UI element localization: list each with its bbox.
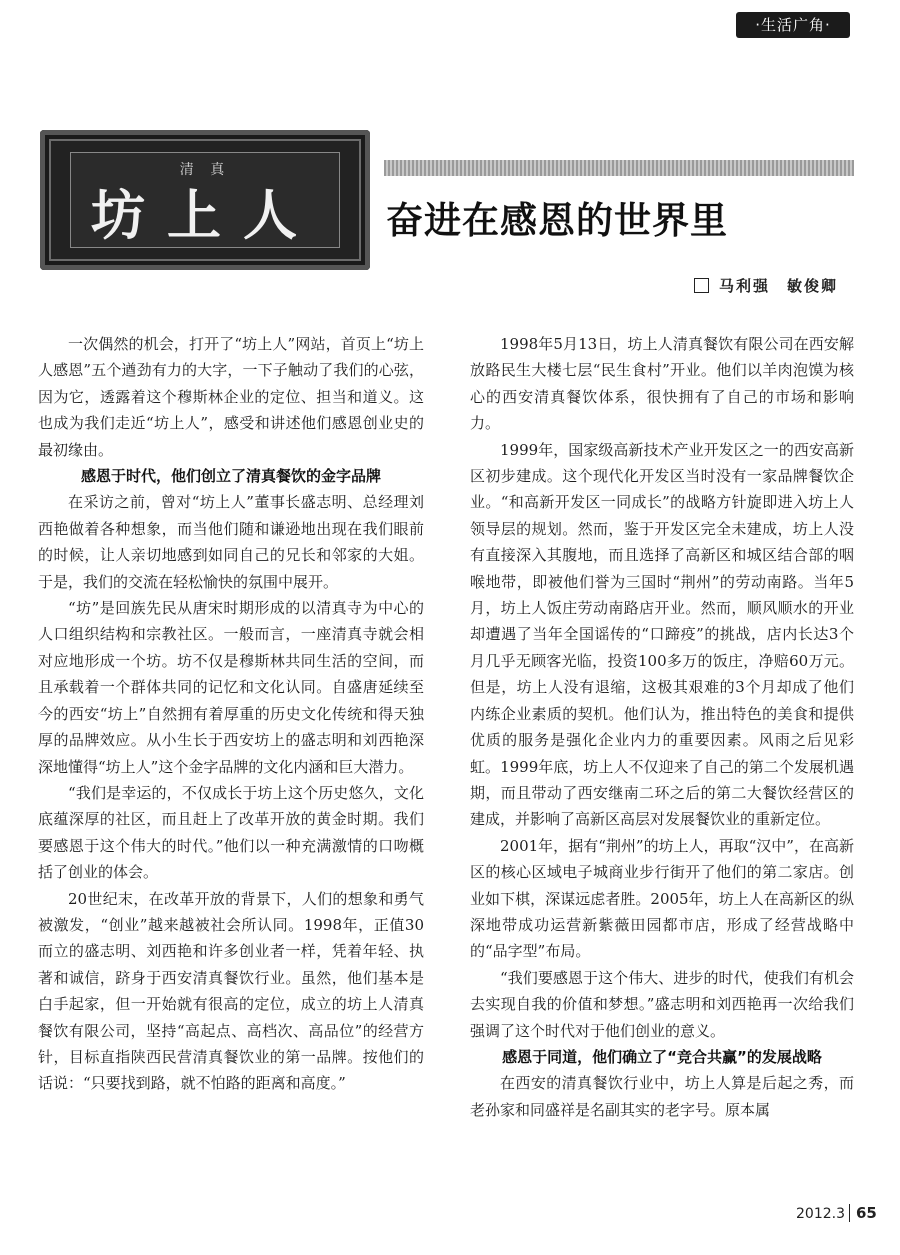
paragraph: “我们是幸运的，不仅成长于坊上这个历史悠久，文化底蕴深厚的社区，而且赶上了改革开放的黄金时期。我们要感恩于这个伟大的时代。”他们以一种充满激情的口吻概括了创业的体会。	[38, 783, 424, 882]
section-tag: ·生活广角·	[736, 12, 850, 38]
paragraph: “我们要感恩于这个伟大、进步的时代，使我们有机会去实现自我的价值和梦想。”盛志明和刘西艳再一次给我们强调了这个时代对于他们创业的意义。	[470, 968, 854, 1040]
paragraph: “坊”是回族先民从唐宋时期形成的以清真寺为中心的人口组织结构和宗教社区。一般而言，一座清真寺就会相对应地形成一个坊。坊不仅是穆斯林共同生活的空间，而且承载着一个群体共同的记忆和文化认同。自盛唐延续至今的西安“坊上”自然拥有着厚重的历史文化传统和得天独厚的品牌效应。从小生长于西安坊上的盛志明和刘西艳深深地懂得“坊上人”这个金字品牌的文化内涵和巨大潜力。	[38, 599, 424, 776]
paragraph: 在采访之前，曾对“坊上人”董事长盛志明、总经理刘西艳做着各种想象，而当他们随和谦逊地出现在我们眼前的时候，让人亲切地感到如同自己的兄长和邻家的大姐。于是，我们的交流在轻松愉快的氛围中展开。	[38, 493, 424, 591]
article-title: 奋进在感恩的世界里	[386, 199, 728, 242]
byline	[694, 275, 838, 296]
byline-box-icon	[694, 278, 709, 293]
page-number: 65	[849, 1204, 877, 1222]
title-decoration-band	[384, 160, 854, 176]
paragraph: 一次偶然的机会，打开了“坊上人”网站，首页上“坊上人感恩”五个遒劲有力的大字，一下子触动了我们的心弦，因为它，透露着这个穆斯林企业的定位、担当和道义。这也成为我们走近“坊上人”，感受和讲述他们感恩创业史的最初缘由。	[38, 335, 424, 459]
plaque-main-text: 坊上人	[91, 183, 319, 247]
paragraph: 2001年，据有“荆州”的坊上人，再取“汉中”，在高新区的核心区域电子城商业步行街开了他们的第二家店。创业如下棋，深谋远虑者胜。2005年，坊上人在高新区的纵深地带成功运营新紫薇田园都市店，形成了经营战略中的“品字型”布局。	[470, 836, 854, 961]
section-heading: 感恩于时代，他们创立了清真餐饮的金字品牌	[80, 467, 381, 486]
left-column	[38, 331, 424, 1097]
folio	[796, 1204, 877, 1222]
plaque-image	[40, 130, 370, 270]
issue-number: 2012.3	[796, 1206, 845, 1222]
section-heading: 感恩于同道，他们确立了“竞合共赢”的发展战略	[502, 1047, 822, 1066]
plaque-panel	[70, 152, 340, 248]
paragraph: 20世纪末，在改革开放的背景下，人们的想象和勇气被激发，“创业”越来越被社会所认同。1998年，正值30而立的盛志明、刘西艳和许多创业者一样，凭着年轻、执著和诚信，跻身于西安清真餐饮行业。虽然，他们基本是白手起家，但一开始就有很高的定位，成立的坊上人清真餐饮有限公司，坚持“高起点、高档次、高品位”的经营方针，目标直指陕西民营清真餐饮业的第一品牌。按他们的话说：“只要找到路，就不怕路的距离和高度。”	[38, 889, 424, 1093]
right-column	[470, 331, 854, 1123]
paragraph: 在西安的清真餐饮行业中，坊上人算是后起之秀，而老孙家和同盛祥是名副其实的老字号。原本属	[470, 1074, 854, 1119]
plaque-subtitle: 清 真	[179, 162, 231, 178]
byline-authors: 马利强 敏俊卿	[719, 277, 839, 295]
paragraph: 1998年5月13日，坊上人清真餐饮有限公司在西安解放路民生大楼七层“民生食村”开业。他们以羊肉泡馍为核心的西安清真餐饮体系，很快拥有了自己的市场和影响力。	[470, 335, 854, 433]
paragraph: 1999年，国家级高新技术产业开发区之一的西安高新区初步建成。这个现代化开发区当时没有一家品牌餐饮企业。“和高新开发区一同成长”的战略方针旋即进入坊上人领导层的规划。然而，鉴于开发区完全未建成，坊上人没有直接深入其腹地，而且选择了高新区和城区结合部的咽喉地带，即被他们誉为三国时“荆州”的劳动南路。当年5月，坊上人饭庄劳动南路店开业。然而，顺风顺水的开业却遭遇了当年全国谣传的“口蹄疫”的挑战，店内长达3个月几乎无顾客光临，投资100多万的饭庄，净赔60万元。但是，坊上人没有退缩，这极其艰难的3个月却成了他们内练企业素质的契机。他们认为，推出特色的美食和提供优质的服务是强化企业内力的重要因素。风雨之后见彩虹。1999年底，坊上人不仅迎来了自己的第二个发展机遇期，而且带动了西安继南二环之后的第二大餐饮经营区的建成，并影响了高新区高层对发展餐饮业的重新定位。	[470, 440, 854, 829]
